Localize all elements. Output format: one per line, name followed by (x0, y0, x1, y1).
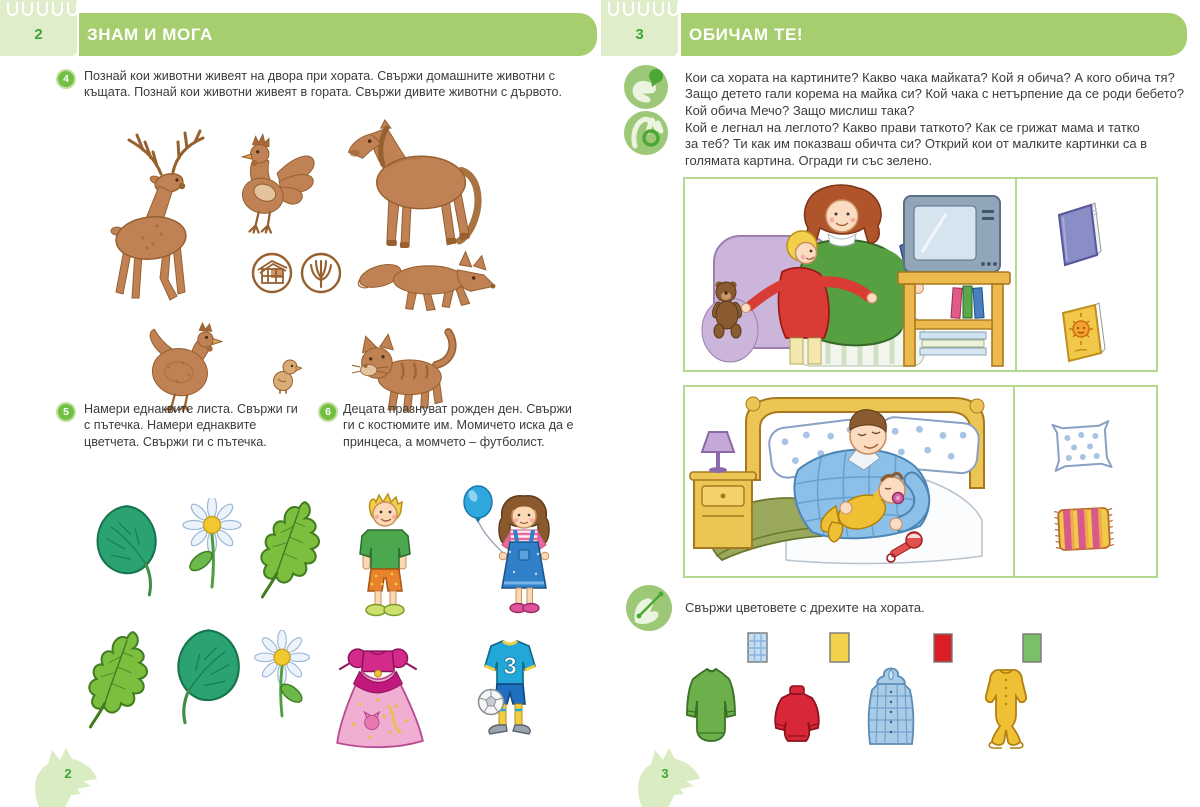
blue-plaid-coat-illustration (864, 662, 918, 750)
chick-illustration (268, 354, 302, 394)
linden-leaf-illustration (156, 624, 250, 730)
questions-paragraph-ok: Кой е легнал на леглото? Какво прави таткото? Как се грижат мама и татко за теб? Ти как им показваш обичта си? Открий кои от малките картинки са в голямата картина. Огради ги със зелено. (685, 120, 1148, 168)
task-5-badge: 5 (56, 402, 76, 422)
living-room-scene (686, 180, 1012, 369)
princess-dress-illustration (333, 643, 427, 750)
right-page (600, 0, 1200, 807)
task-5-text: Намери еднаквите листа. Свържи ги с пътечка. Намери еднаквите цветчета. Свържи ги с пътечка. (84, 402, 298, 449)
ok-hand-icon (623, 110, 669, 156)
talk-about-it-icon (623, 64, 669, 110)
corner-page-number: 2 (64, 766, 72, 781)
bottom-task-text: Свържи цветовете с дрехите на хората. (685, 600, 925, 615)
deer-illustration (98, 128, 220, 313)
bedroom-scene (686, 388, 1010, 575)
house-icon (251, 252, 293, 294)
swatch-yellow (829, 632, 850, 663)
swatch-green (1022, 633, 1042, 663)
green-sweater-illustration (685, 666, 737, 748)
dotted-pillow-illustration (1050, 419, 1114, 473)
swatch-red (933, 633, 953, 663)
horse-illustration (336, 118, 488, 254)
frame-divider (1015, 179, 1017, 370)
fox-illustration (356, 244, 498, 314)
daisy-illustration (248, 630, 316, 730)
boy-illustration (344, 492, 424, 624)
page-title: ЗНАМ И МОГА (87, 25, 213, 44)
corner-page-number: 3 (661, 766, 669, 781)
task-6-text: Децата празнуват рожден ден. Свържи ги с костюмите им. Момичето иска да е принцеса, а момчето – футболист. (343, 402, 574, 449)
questions-paragraph-talk: Кои са хората на картините? Какво чака майката? Кой я обича? А кого обича тя? Защо детето гали корема на майка си? Кой чака с нетърпение да се роди бебето? Кой обича Мечо? Защо мислиш така? (685, 70, 1185, 118)
frame-divider (1013, 387, 1015, 576)
spiral-tab-left (0, 0, 77, 56)
task-4-text: Познай кои животни живеят на двора при хората. Свържи домашните животни с къщата. Познай кои животни живеят в гората. Свържи дивите животни с дървото. (84, 69, 563, 100)
jersey-number: 3 (503, 653, 517, 680)
oak-leaf-illustration (80, 626, 160, 734)
red-turtleneck-illustration (772, 684, 822, 748)
blue-book-illustration (1051, 201, 1105, 267)
page-tab-number: 3 (635, 26, 644, 43)
page-header (681, 13, 1187, 56)
swatch-blue-plaid (747, 632, 768, 663)
hen-illustration (138, 318, 228, 412)
linden-leaf-illustration (90, 500, 174, 602)
girl-with-balloon-illustration (458, 484, 562, 628)
rooster-illustration (226, 130, 320, 238)
striped-rug-illustration (1053, 501, 1115, 557)
cat-illustration (352, 320, 460, 414)
sun-book-illustration (1057, 301, 1109, 365)
oak-leaf-illustration (252, 496, 332, 604)
page-title: ОБИЧАМ ТЕ! (689, 25, 804, 44)
picture-father-with-baby (683, 385, 1158, 578)
draw-line-icon (625, 584, 673, 632)
task-6-badge: 6 (318, 402, 338, 422)
football-kit-illustration (476, 638, 544, 752)
tree-icon (300, 252, 342, 294)
page-tab-number: 2 (34, 26, 43, 43)
picture-mother-reading (683, 177, 1158, 372)
daisy-illustration (176, 498, 248, 600)
yellow-onesie-illustration (982, 662, 1030, 750)
spiral-tab-right (601, 0, 678, 56)
task-4-badge: 4 (56, 69, 76, 89)
page-header (79, 13, 597, 56)
